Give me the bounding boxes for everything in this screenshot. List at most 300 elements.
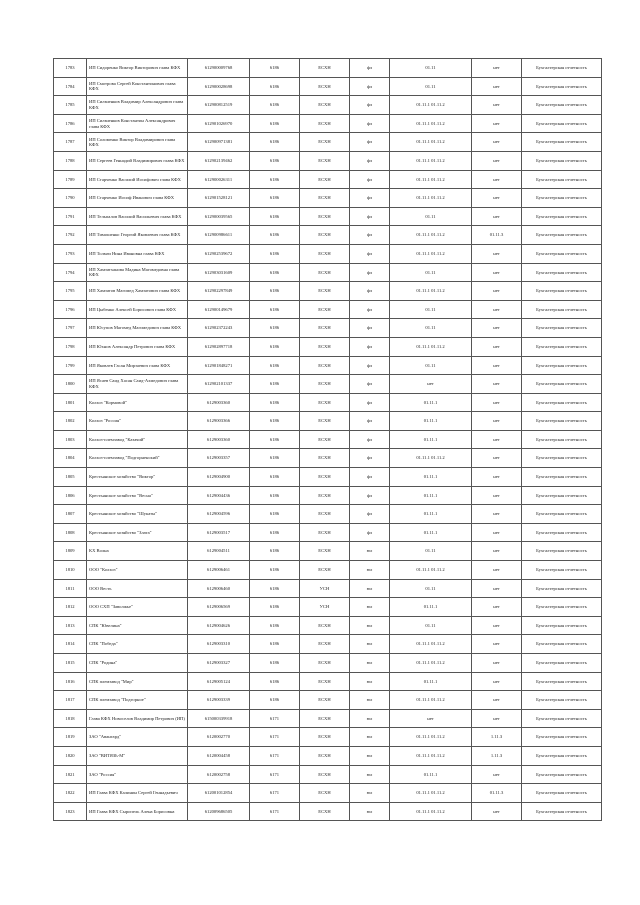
activity-code-cell: 01.11 [390,300,472,319]
tax-regime-cell: ЕСХН [300,226,350,245]
organization-name-cell: ИП Хамзатханова Мадина Магомедовна глава КФХ [87,263,188,282]
entity-type-cell: юл [350,542,390,561]
report-type-cell: Бухгалтерская отчетность [522,654,602,673]
tax-office-code-cell: 6186 [250,542,300,561]
tax-regime-cell: УСН [300,598,350,617]
tax-regime-cell: ЕСХН [300,802,350,821]
report-type-cell: Бухгалтерская отчетность [522,114,602,133]
activity-code-cell: 01.11.1 [390,672,472,691]
inn-cell: 6120002770 [188,728,250,747]
entity-type-cell: юл [350,746,390,765]
additional-code-cell: нет [472,319,522,338]
tax-regime-cell: ЕСХН [300,393,350,412]
inn-cell: 612902897718 [188,337,250,356]
entity-type-cell: фл [350,114,390,133]
table-row [54,616,602,635]
tax-office-code-cell: 6186 [250,207,300,226]
activity-code-cell: 01.11 [390,616,472,635]
organization-name-cell: Колхоз-племзавод "Казачий" [87,430,188,449]
additional-code-cell: 1.11.3 [472,728,522,747]
organization-name-cell: ООО СХП "Заволжье" [87,598,188,617]
report-type-cell: Бухгалтерская отчетность [522,728,602,747]
organization-name-cell: ИП Тельпалов Василий Васильевич глава КФХ [87,207,188,226]
inn-cell: 6129006569 [188,598,250,617]
table-row [54,59,602,78]
entity-type-cell: юл [350,691,390,710]
table-row [54,300,602,319]
tax-office-code-cell: 6186 [250,189,300,208]
inn-cell: 6129003360 [188,393,250,412]
organization-name-cell: СПК "Ювелина" [87,616,188,635]
entity-type-cell: фл [350,505,390,524]
row-number-cell: 1804 [54,449,87,468]
row-number-cell: 1800 [54,375,87,394]
table-row [54,114,602,133]
row-number-cell: 1787 [54,133,87,152]
tax-regime-cell: ЕСХН [300,561,350,580]
organization-name-cell: ООО Весть [87,579,188,598]
tax-office-code-cell: 6186 [250,282,300,301]
tax-regime-cell: ЕСХН [300,430,350,449]
tax-office-code-cell: 6186 [250,356,300,375]
inn-cell: 6120002758 [188,765,250,784]
organization-name-cell: ИП Смотрова Сергей Константинович глава КФХ [87,77,188,96]
entity-type-cell: фл [350,486,390,505]
inn-cell: 612900039565 [188,207,250,226]
inn-cell: 6129006461 [188,561,250,580]
row-number-cell: 1818 [54,709,87,728]
entity-type-cell: фл [350,468,390,487]
inn-cell: 612900971381 [188,133,250,152]
inn-cell: 612903031609 [188,263,250,282]
report-type-cell: Бухгалтерская отчетность [522,486,602,505]
inn-cell: 6129006460 [188,579,250,598]
table-row [54,765,602,784]
report-type-cell: Бухгалтерская отчетность [522,59,602,78]
report-type-cell: Бухгалтерская отчетность [522,151,602,170]
tax-regime-cell: ЕСХН [300,133,350,152]
entity-type-cell: фл [350,170,390,189]
tax-regime-cell: ЕСХН [300,449,350,468]
report-type-cell: Бухгалтерская отчетность [522,635,602,654]
activity-code-cell: нет [390,375,472,394]
tax-office-code-cell: 6186 [250,598,300,617]
additional-code-cell: нет [472,282,522,301]
tax-regime-cell: ЕСХН [300,486,350,505]
organization-name-cell: ЗАО "ВИТЯЗЬ-М" [87,746,188,765]
row-number-cell: 1811 [54,579,87,598]
tax-office-code-cell: 6186 [250,505,300,524]
table-row [54,523,602,542]
organization-name-cell: ИП Сидоренко Виктор Викторович глава КФХ [87,59,188,78]
row-number-cell: 1813 [54,616,87,635]
tax-regime-cell: ЕСХН [300,412,350,431]
activity-code-cell: 01.11.1 01.11.2 [390,337,472,356]
tax-office-code-cell: 6186 [250,300,300,319]
report-type-cell: Бухгалтерская отчетность [522,207,602,226]
table-row [54,393,602,412]
organization-name-cell: ИП Сергеев Геннадий Владимирович глава КФХ [87,151,188,170]
additional-code-cell: нет [472,765,522,784]
additional-code-cell: нет [472,207,522,226]
additional-code-cell: нет [472,691,522,710]
activity-code-cell: 01.11.1 01.11.2 [390,244,472,263]
table-row [54,728,602,747]
entity-type-cell: юл [350,672,390,691]
report-type-cell: Бухгалтерская отчетность [522,300,602,319]
additional-code-cell: нет [472,263,522,282]
entity-type-cell: фл [350,449,390,468]
inn-cell: 6129003327 [188,654,250,673]
activity-code-cell: 01.11.1 01.11.2 [390,189,472,208]
row-number-cell: 1784 [54,77,87,96]
row-number-cell: 1797 [54,319,87,338]
report-type-cell: Бухгалтерская отчетность [522,393,602,412]
activity-code-cell: 01.11.1 [390,486,472,505]
organization-name-cell: Колхоз "Кормовой" [87,393,188,412]
row-number-cell: 1817 [54,691,87,710]
organization-name-cell: ИП Сильченков Владимир Александрович глава КФХ [87,96,188,115]
organization-name-cell: Колхоз-племзавод "Подгорненский" [87,449,188,468]
entity-type-cell: фл [350,393,390,412]
table-row [54,672,602,691]
inn-cell: 612902539672 [188,244,250,263]
tax-regime-cell: ЕСХН [300,542,350,561]
activity-code-cell: 01.11.1 01.11.2 [390,151,472,170]
inn-cell: 6129003366 [188,412,250,431]
tax-office-code-cell: 6186 [250,319,300,338]
activity-code-cell: 01.11.1 01.11.2 [390,654,472,673]
organization-name-cell: Крестьянское хозяйство "Шукаты" [87,505,188,524]
tax-regime-cell: ЕСХН [300,784,350,803]
entity-type-cell: фл [350,226,390,245]
row-number-cell: 1801 [54,393,87,412]
additional-code-cell: нет [472,393,522,412]
tax-office-code-cell: 6186 [250,486,300,505]
row-number-cell: 1786 [54,114,87,133]
entity-type-cell: юл [350,654,390,673]
inn-cell: 612900009768 [188,59,250,78]
report-type-cell: Бухгалтерская отчетность [522,709,602,728]
additional-code-cell: нет [472,59,522,78]
entity-type-cell: юл [350,765,390,784]
inn-cell: 615000339918 [188,709,250,728]
activity-code-cell: 01.11.1 01.11.2 [390,691,472,710]
additional-code-cell: нет [472,523,522,542]
report-type-cell: Бухгалтерская отчетность [522,802,602,821]
additional-code-cell: нет [472,96,522,115]
table-row [54,468,602,487]
table-row [54,598,602,617]
report-type-cell: Бухгалтерская отчетность [522,282,602,301]
entity-type-cell: фл [350,133,390,152]
tax-office-code-cell: 6186 [250,616,300,635]
additional-code-cell: нет [472,579,522,598]
tax-regime-cell: ЕСХН [300,337,350,356]
organization-name-cell: ИП Цыбенко Алексей Борисович глава КФХ [87,300,188,319]
row-number-cell: 1793 [54,244,87,263]
organization-name-cell: ИП Старченко Василий Иосифович глава КФХ [87,170,188,189]
tax-office-code-cell: 6186 [250,561,300,580]
table-row [54,170,602,189]
activity-code-cell: 01.11.1 01.11.2 [390,226,472,245]
tax-regime-cell: УСН [300,579,350,598]
tax-regime-cell: ЕСХН [300,207,350,226]
entity-type-cell: фл [350,207,390,226]
table-row [54,802,602,821]
activity-code-cell: 01.11.1 [390,468,472,487]
organization-name-cell: ИП Юсупов Магомед Магомедович глава КФХ [87,319,188,338]
entity-type-cell: юл [350,802,390,821]
tax-regime-cell: ЕСХН [300,672,350,691]
row-number-cell: 1805 [54,468,87,487]
organization-name-cell: ЗАО "Россия" [87,765,188,784]
entity-type-cell: фл [350,263,390,282]
additional-code-cell: нет [472,616,522,635]
report-type-cell: Бухгалтерская отчетность [522,672,602,691]
row-number-cell: 1803 [54,430,87,449]
report-type-cell: Бухгалтерская отчетность [522,616,602,635]
tax-office-code-cell: 6186 [250,430,300,449]
report-type-cell: Бухгалтерская отчетность [522,77,602,96]
tax-office-code-cell: 6186 [250,170,300,189]
tax-regime-cell: ЕСХН [300,375,350,394]
activity-code-cell: 01.11.1 01.11.2 [390,561,472,580]
inn-cell: 6129004900 [188,468,250,487]
tax-office-code-cell: 6186 [250,77,300,96]
organization-name-cell: Колхоз "Россия" [87,412,188,431]
organization-name-cell: ЗАО "Авангард" [87,728,188,747]
tax-office-code-cell: 6186 [250,96,300,115]
entity-type-cell: фл [350,300,390,319]
table-row [54,784,602,803]
table-row [54,561,602,580]
organization-name-cell: ИП Юхнов Александр Петрович глава КФХ [87,337,188,356]
table-row [54,226,602,245]
tax-regime-cell: ЕСХН [300,468,350,487]
tax-regime-cell: ЕСХН [300,505,350,524]
organization-name-cell: Крестьянское хозяйство "Весна" [87,486,188,505]
entity-type-cell: фл [350,430,390,449]
organization-name-cell: ИП Глава КФХ Калинин Сергей Геннадьевич [87,784,188,803]
entity-type-cell: юл [350,579,390,598]
inn-cell: 612900812519 [188,96,250,115]
report-type-cell: Бухгалтерская отчетность [522,523,602,542]
inn-cell: 612902101337 [188,375,250,394]
tax-office-code-cell: 6186 [250,244,300,263]
activity-code-cell: 01.11.1 [390,765,472,784]
tax-regime-cell: ЕСХН [300,170,350,189]
entity-type-cell: фл [350,282,390,301]
entity-type-cell: юл [350,709,390,728]
activity-code-cell: 01.11 [390,207,472,226]
row-number-cell: 1821 [54,765,87,784]
report-type-cell: Бухгалтерская отчетность [522,244,602,263]
report-type-cell: Бухгалтерская отчетность [522,170,602,189]
report-type-cell: Бухгалтерская отчетность [522,765,602,784]
additional-code-cell: нет [472,356,522,375]
row-number-cell: 1788 [54,151,87,170]
inn-cell: 612900986611 [188,226,250,245]
additional-code-cell: нет [472,542,522,561]
tax-regime-cell: ЕСХН [300,59,350,78]
report-type-cell: Бухгалтерская отчетность [522,430,602,449]
inn-cell: 612900026311 [188,170,250,189]
inn-cell: 612902297849 [188,282,250,301]
inn-cell: 6129004511 [188,542,250,561]
organization-name-cell: ИП Глава КФХ Сыропель Алена Борисовна [87,802,188,821]
inn-cell: 6129003339 [188,691,250,710]
registry-table-body [54,59,602,821]
additional-code-cell: нет [472,672,522,691]
row-number-cell: 1785 [54,96,87,115]
additional-code-cell: нет [472,77,522,96]
inn-cell: 6129004626 [188,616,250,635]
tax-office-code-cell: 6186 [250,468,300,487]
tax-office-code-cell: 6186 [250,523,300,542]
table-row [54,486,602,505]
tax-office-code-cell: 6171 [250,765,300,784]
tax-regime-cell: ЕСХН [300,263,350,282]
tax-office-code-cell: 6186 [250,263,300,282]
report-type-cell: Бухгалтерская отчетность [522,375,602,394]
entity-type-cell: фл [350,523,390,542]
activity-code-cell: 01.11.1 01.11.2 [390,170,472,189]
table-row [54,449,602,468]
table-row [54,412,602,431]
row-number-cell: 1791 [54,207,87,226]
additional-code-cell: нет [472,468,522,487]
report-type-cell: Бухгалтерская отчетность [522,263,602,282]
activity-code-cell: 01.11.1 01.11.2 [390,282,472,301]
row-number-cell: 1815 [54,654,87,673]
report-type-cell: Бухгалтерская отчетность [522,189,602,208]
organization-name-cell: ООО "Колхоз" [87,561,188,580]
table-row [54,430,602,449]
inn-cell: 6129004596 [188,505,250,524]
tax-office-code-cell: 6186 [250,449,300,468]
organization-name-cell: Глава КФХ Новоселов Владимир Петрович (ИП) [87,709,188,728]
entity-type-cell: фл [350,375,390,394]
row-number-cell: 1810 [54,561,87,580]
report-type-cell: Бухгалтерская отчетность [522,598,602,617]
table-row [54,77,602,96]
table-row [54,579,602,598]
activity-code-cell: 01.11 [390,59,472,78]
organization-name-cell: ИП Соломенко Виктор Владимирович глава КФХ [87,133,188,152]
inn-cell: 612902139462 [188,151,250,170]
inn-cell: 612009686505 [188,802,250,821]
row-number-cell: 1794 [54,263,87,282]
row-number-cell: 1789 [54,170,87,189]
activity-code-cell: 01.11.1 [390,523,472,542]
table-row [54,709,602,728]
tax-regime-cell: ЕСХН [300,746,350,765]
tax-regime-cell: ЕСХН [300,282,350,301]
additional-code-cell: нет [472,133,522,152]
inn-cell: 6129003310 [188,635,250,654]
row-number-cell: 1802 [54,412,87,431]
tax-regime-cell: ЕСХН [300,244,350,263]
tax-office-code-cell: 6171 [250,802,300,821]
report-type-cell: Бухгалтерская отчетность [522,561,602,580]
tax-regime-cell: ЕСХН [300,654,350,673]
inn-cell: 612901848271 [188,356,250,375]
tax-regime-cell: ЕСХН [300,356,350,375]
table-row [54,263,602,282]
additional-code-cell: нет [472,654,522,673]
additional-code-cell: нет [472,114,522,133]
row-number-cell: 1820 [54,746,87,765]
inn-cell: 6129003360 [188,430,250,449]
table-row [54,375,602,394]
tax-office-code-cell: 6186 [250,672,300,691]
activity-code-cell: 01.11 [390,542,472,561]
report-type-cell: Бухгалтерская отчетность [522,468,602,487]
additional-code-cell: нет [472,337,522,356]
tax-regime-cell: ЕСХН [300,151,350,170]
row-number-cell: 1807 [54,505,87,524]
tax-office-code-cell: 6186 [250,114,300,133]
tax-regime-cell: ЕСХН [300,300,350,319]
organization-name-cell: СПК племзавод "Подгорное" [87,691,188,710]
table-row [54,505,602,524]
tax-regime-cell: ЕСХН [300,523,350,542]
entity-type-cell: фл [350,189,390,208]
inn-cell: 612901528121 [188,189,250,208]
tax-office-code-cell: 6171 [250,784,300,803]
organization-name-cell: ИП Тимошенко Георгий Яковлевич глава КФХ [87,226,188,245]
row-number-cell: 1783 [54,59,87,78]
additional-code-cell: нет [472,709,522,728]
tax-regime-cell: ЕСХН [300,114,350,133]
tax-office-code-cell: 6186 [250,226,300,245]
organization-name-cell: СПК "Родина" [87,654,188,673]
activity-code-cell: 01.11.1 01.11.2 [390,133,472,152]
inn-cell: 6120004458 [188,746,250,765]
activity-code-cell: 01.11.1 [390,598,472,617]
entity-type-cell: фл [350,77,390,96]
tax-office-code-cell: 6186 [250,412,300,431]
report-type-cell: Бухгалтерская отчетность [522,337,602,356]
tax-office-code-cell: 6186 [250,59,300,78]
tax-regime-cell: ЕСХН [300,691,350,710]
additional-code-cell: нет [472,375,522,394]
additional-code-cell: нет [472,300,522,319]
report-type-cell: Бухгалтерская отчетность [522,784,602,803]
entity-type-cell: фл [350,244,390,263]
tax-office-code-cell: 6171 [250,709,300,728]
entity-type-cell: фл [350,337,390,356]
inn-cell: 612900149679 [188,300,250,319]
entity-type-cell: юл [350,635,390,654]
additional-code-cell: нет [472,430,522,449]
entity-type-cell: юл [350,598,390,617]
tax-office-code-cell: 6186 [250,579,300,598]
organization-name-cell: КХ Волна [87,542,188,561]
row-number-cell: 1799 [54,356,87,375]
inn-cell: 6129003357 [188,449,250,468]
activity-code-cell: 01.11.1 01.11.2 [390,635,472,654]
row-number-cell: 1816 [54,672,87,691]
additional-code-cell: нет [472,449,522,468]
report-type-cell: Бухгалтерская отчетность [522,412,602,431]
report-type-cell: Бухгалтерская отчетность [522,691,602,710]
table-row [54,654,602,673]
tax-regime-cell: ЕСХН [300,635,350,654]
table-row [54,282,602,301]
activity-code-cell: 01.11.1 01.11.2 [390,802,472,821]
